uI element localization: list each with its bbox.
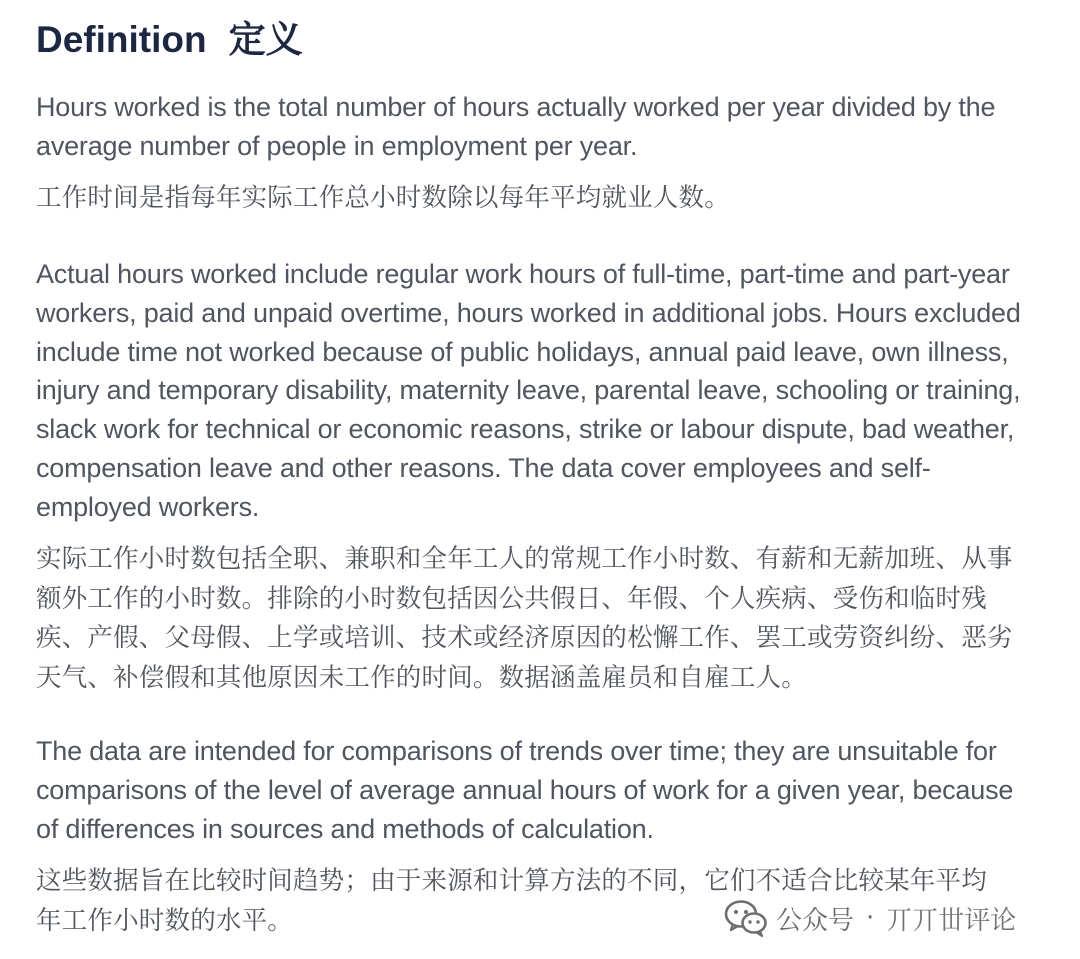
watermark-account-name: 丌丌丗评论 (886, 905, 1017, 936)
paragraph-1-zh: 工作时间是指每年实际工作总小时数除以每年平均就业人数。 (36, 183, 730, 213)
paragraph-3-zh: 这些数据旨在比较时间趋势；由于来源和计算方法的不同，它们不适合比较某年平均年工作小时数的水平。 (36, 866, 987, 936)
paragraph-1-en: Hours worked is the total number of hours actually worked per year divided by the average number of people in employment per year. (36, 92, 996, 161)
paragraph-3-en: The data are intended for comparisons of trends over time; they are unsuitable for comparisons of the level of average annual hours of work for a given year, because of differences in sources and methods of calculation. (36, 736, 1014, 844)
paragraph-2-en: Actual hours worked include regular work hours of full-time, part-time and part-year workers, paid and unpaid overtime, hours worked in additional jobs. Hours excluded include time not worked because of public holidays, annual paid leave, own illness, injury and temporary disability, maternity leave, parental leave, schooling or training, slack work for technical or economic reasons, strike or labour dispute, bad weather, compensation leave and other reasons. The data cover employees and self-employed workers. (36, 259, 1021, 522)
heading-en: Definition (36, 19, 207, 60)
heading-zh: 定义 (228, 19, 303, 60)
paragraph-2-zh: 实际工作小时数包括全职、兼职和全年工人的常规工作小时数、有薪和无薪加班、从事额外工作的小时数。排除的小时数包括因公共假日、年假、个人疾病、受伤和临时残疾、产假、父母假、上学或培训、技术或经济原因的松懈工作、罢工或劳资纠纷、恶劣天气、补偿假和其他原因未工作的时间。数据涵盖雇员和自雇工人。 (36, 544, 1013, 693)
watermark-label: 公众号 (776, 905, 855, 936)
watermark (724, 895, 1080, 941)
watermark-separator: · (866, 903, 875, 933)
wechat-icon (724, 898, 768, 938)
section-heading (36, 14, 303, 66)
